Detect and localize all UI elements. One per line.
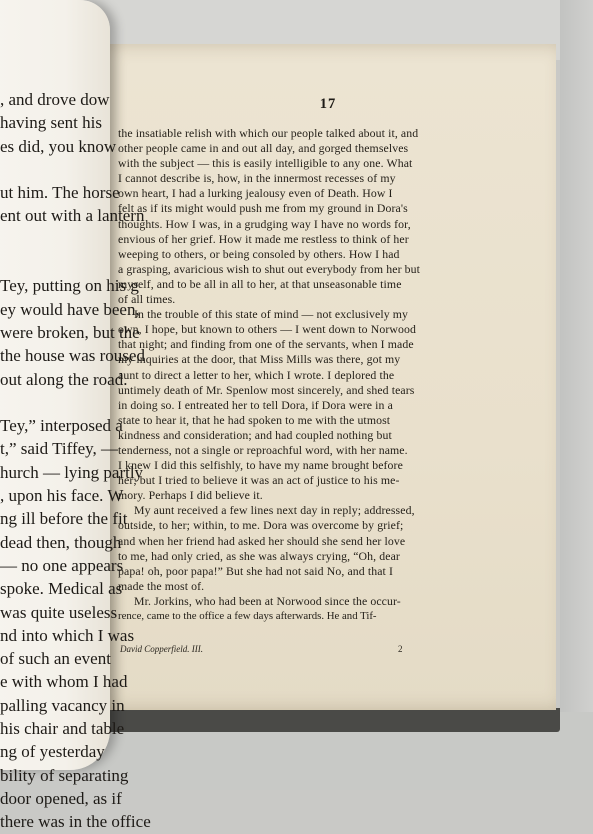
text-line: untimely death of Mr. Spenlow most sincerely, and shed tears xyxy=(118,382,415,397)
text-line: tenderness, not a single or reproachful word, with her name. xyxy=(118,442,408,457)
text-line: own, I hope, but known to others — I went down to Norwood xyxy=(118,322,416,337)
text-line: I cannot describe is, how, in the innermost recesses of my xyxy=(118,171,396,186)
left-text-fragment xyxy=(0,391,160,414)
text-line: My aunt received a few lines next day in reply; addressed, xyxy=(134,503,415,518)
text-line: of all times. xyxy=(118,292,176,307)
right-book-page xyxy=(100,44,556,710)
text-line: made the most of. xyxy=(118,578,205,593)
left-text-fragment: t,” said Tiffey, — xyxy=(0,439,119,459)
left-text-fragment: having sent his xyxy=(0,113,102,133)
text-line: kindness and consideration; and had coupled nothing but xyxy=(118,427,392,442)
text-line: mory. Perhaps I did believe it. xyxy=(118,488,263,503)
text-line: envious of her grief. How it made me restless to think of her xyxy=(118,231,409,246)
left-page-text-block xyxy=(0,88,160,834)
text-line: myself, and to be all in all to her, at that unseasonable time xyxy=(118,276,402,291)
left-text-fragment xyxy=(0,251,160,274)
background-right xyxy=(560,0,593,790)
left-text-fragment: bility of separating xyxy=(0,765,129,785)
left-text-fragment: spoke. Medical as xyxy=(0,579,123,599)
text-line: aunt to direct a letter to her, which I wrote. I deplored the xyxy=(118,367,395,382)
left-text-fragment: , and drove dow xyxy=(0,90,110,109)
page-footer xyxy=(120,644,500,658)
text-line: rence, came to the office a few days afterwards. He and Tif- xyxy=(118,610,377,622)
text-line: outside, to her; within, to me. Dora was overcome by grief; xyxy=(118,518,404,533)
text-line: felt as if its might would push me from my ground in Dora's xyxy=(118,201,408,216)
left-text-fragment: ent out with a lantern xyxy=(0,206,145,226)
left-text-fragment: there was in the office xyxy=(0,812,151,832)
text-line: own heart, I had a lurking jealousy even of Death. How I xyxy=(118,186,393,201)
footer-signature-mark: 2 xyxy=(398,644,403,654)
left-text-fragment: Tey, putting on his g xyxy=(0,276,139,296)
text-line: that night; and finding from one of the servants, when I made xyxy=(118,337,414,352)
text-line: and when her friend had asked her should she send her love xyxy=(118,533,406,548)
text-line: the insatiable relish with which our people talked about it, and xyxy=(118,126,419,140)
text-line: thoughts. How I was, in a grudging way I have no words for, xyxy=(118,216,411,231)
left-text-fragment: Tey,” interposed a xyxy=(0,416,123,436)
page-text-block xyxy=(118,126,543,624)
text-line: state to hear it, that he had spoken to me with the utmost xyxy=(118,412,391,427)
left-text-fragment: ey would have been, xyxy=(0,299,140,319)
left-text-fragment: , upon his face. W xyxy=(0,486,124,506)
left-text-fragment: of such an event xyxy=(0,649,111,669)
left-text-fragment: hurch — lying partly xyxy=(0,462,144,482)
text-line: I knew I did this selfishly, to have my name brought before xyxy=(118,458,403,473)
text-line: my inquiries at the door, that Miss Mills was there, got my xyxy=(118,352,401,367)
left-text-fragment: es did, you know xyxy=(0,136,117,156)
footer-book-title: David Copperfield. III. xyxy=(120,644,203,654)
text-line: Mr. Jorkins, who had been at Norwood since the occur- xyxy=(134,593,401,608)
left-text-fragment: out along the road. xyxy=(0,369,128,389)
left-text-fragment: the house was roused xyxy=(0,346,145,366)
page-number: 17 xyxy=(319,96,337,112)
left-text-fragment: door opened, as if xyxy=(0,788,122,808)
text-line: her; but I tried to believe it was an act of justice to his me- xyxy=(118,473,400,488)
left-text-fragment: were broken, but the xyxy=(0,322,140,342)
left-text-fragment: ng ill before the fit xyxy=(0,509,128,529)
left-text-fragment xyxy=(0,228,160,251)
left-text-fragment: nd into which I was xyxy=(0,625,135,645)
left-text-fragment: palling vacancy in xyxy=(0,695,125,715)
text-line: In the trouble of this state of mind — not exclusively my xyxy=(134,307,409,322)
left-text-fragment: ut him. The horse xyxy=(0,183,120,203)
left-text-fragment: — no one appears xyxy=(0,555,124,575)
text-line: to me, had only cried, as she was always crying, “Oh, dear xyxy=(118,548,400,563)
left-text-fragment: dead then, though xyxy=(0,532,122,552)
left-text-fragment xyxy=(0,158,160,181)
left-text-fragment: was quite useless xyxy=(0,602,118,622)
text-line: a grasping, avaricious wish to shut out everybody from her but xyxy=(118,261,421,276)
book-cover-edge xyxy=(98,708,560,732)
left-text-fragment: ng of yesterday xyxy=(0,742,105,762)
text-line: weeping to others, or being consoled by others. How I had xyxy=(118,246,400,261)
left-text-fragment: his chair and table xyxy=(0,719,125,739)
text-line: papa! oh, poor papa!” But she had not said No, and that I xyxy=(118,563,393,578)
text-line: in doing so. I entreated her to tell Dora, if Dora were in a xyxy=(118,397,393,412)
text-line: other people came in and out all day, and gorged themselves xyxy=(118,141,409,156)
text-line: with the subject — this is easily intelligible to any one. What xyxy=(118,156,413,171)
left-text-fragment: e with whom I had xyxy=(0,672,128,692)
